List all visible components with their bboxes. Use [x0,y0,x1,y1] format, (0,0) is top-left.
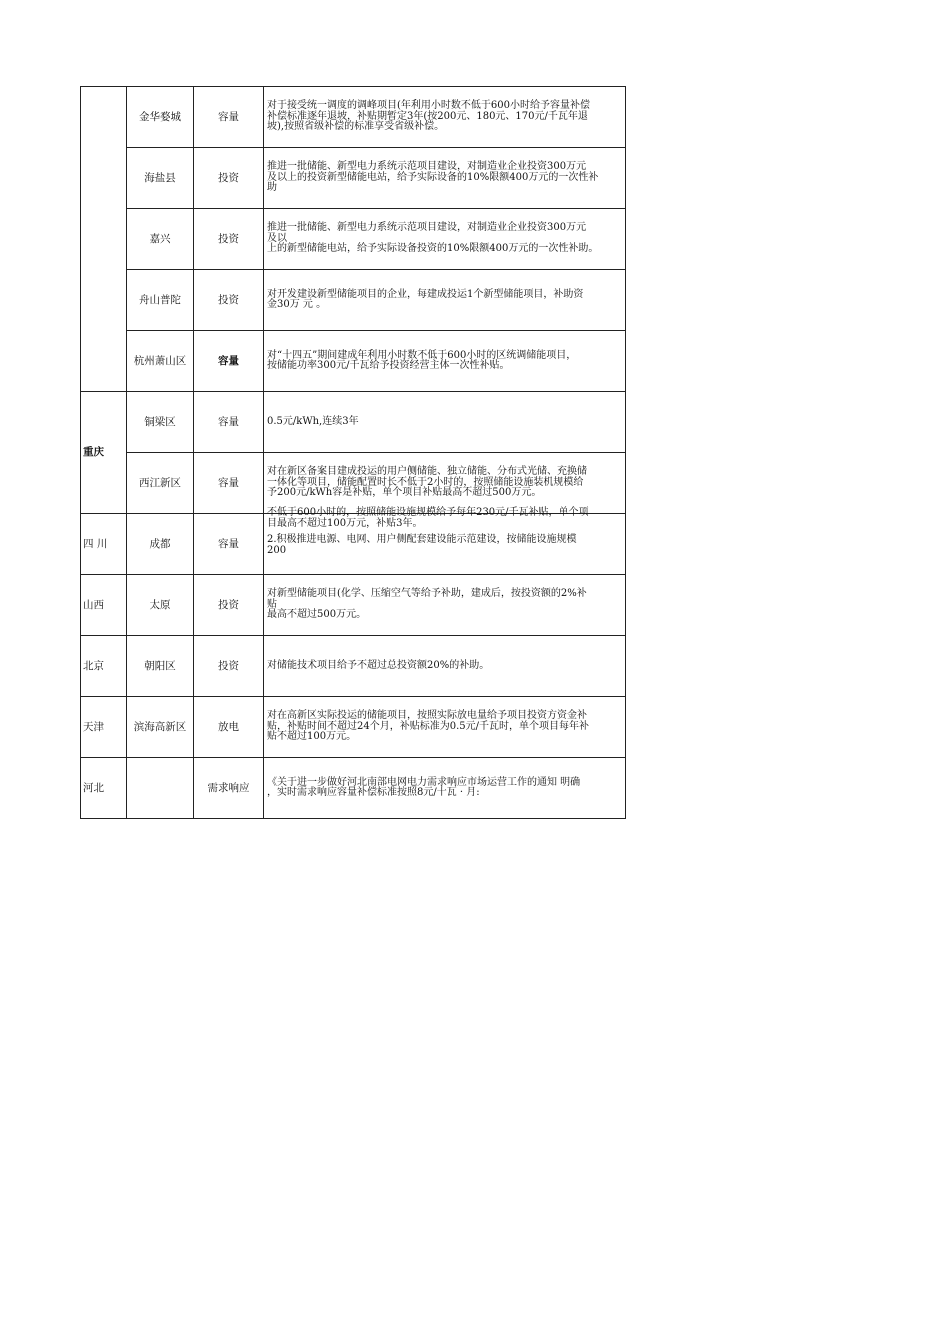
description-line: 坡),按照省级补偿的标准享受省级补偿。 [267,121,445,133]
city-cell: 海盐县 [127,148,194,209]
city-cell: 金华婺城 [127,87,194,148]
description-line: 推进一批储能、新型电力系统示范项目建设，对制造业企业投资300万元 [267,161,587,173]
type-cell: 需求响应 [194,758,264,819]
type-cell: 投资 [194,148,264,209]
description-line: 及以 [267,232,287,244]
description-cell [264,697,626,758]
description-line: 最高不超过500万元。 [267,609,367,621]
type-cell: 容量 [194,331,264,392]
city-cell: 滨海高新区 [127,697,194,758]
type-cell: 投资 [194,209,264,270]
type-cell: 容量 [194,392,264,453]
province-cell: 四 川 [81,514,127,575]
table-row [81,392,626,453]
type-cell: 容量 [194,453,264,514]
description-line: 对储能技术项目给予不超过总投资额20%的补助。 [267,659,490,671]
city-cell: 西江新区 [127,453,194,514]
table-row [81,758,626,819]
description-line: 对于接受统一调度的调峰项目(年利用小时数不低于600小时给予容量补偿 [267,100,590,112]
description-line: 2.积极推进电源、电网、用户侧配套建设能示范建设，按储能设施规模 [267,534,577,545]
province-cell: 北京 [81,636,127,697]
description-cell [264,209,626,270]
description-line: ，实时需求响应容量补偿标准按照8元/十瓦 · 月: [267,787,480,798]
clipped-text-area [264,507,625,574]
table-row [81,148,626,209]
type-cell: 投资 [194,575,264,636]
table-row [81,209,626,270]
table-row [81,87,626,148]
description-line: 对在高新区实际投运的储能项目，按照实际放电量给予项目投资方资金补 [267,710,587,722]
type-cell: 投资 [194,636,264,697]
table-row [81,331,626,392]
description-line: 及以上的投资新型储能电站，给予实际设备的10%限额400万元的一次性补 [267,171,599,183]
table-row [81,575,626,636]
description-line: 一体化等项目，储能配置时长不低于2小时的，按照储能设施装机规模给 [267,476,584,488]
city-cell [127,758,194,819]
description-line: 推进一批储能、新型电力系统示范项目建设，对制造业企业投资300万元 [267,222,587,234]
city-cell: 杭州萧山区 [127,331,194,392]
table-row [81,514,626,575]
description-line: 上的新型储能电站，给予实际设备投资的10%限额400万元的一次性补助。 [267,243,599,255]
city-cell: 铜梁区 [127,392,194,453]
table-row [81,453,626,514]
province-cell: 重庆 [81,392,127,514]
type-cell: 容量 [194,514,264,575]
description-line: 贴 [267,598,277,610]
description-line: 0.5元/kWh,连续3年 [267,415,359,427]
description-cell [264,148,626,209]
description-line: 助 [267,182,277,194]
city-cell: 舟山普陀 [127,270,194,331]
city-cell: 朝阳区 [127,636,194,697]
province-cell [81,87,127,392]
description-cell [264,270,626,331]
description-line: 《关于进一步做好河北南部电网电力需求响应市场运营工作的通知 明确 [267,776,581,788]
table-row [81,697,626,758]
table-row [81,636,626,697]
description-line: 贴，补贴时间不超过24个月，补贴标准为0.5元/千瓦时，单个项目每年补 [267,720,589,732]
table-row [81,270,626,331]
description-line: 贴不超过100万元。 [267,731,357,743]
province-cell: 天津 [81,697,127,758]
description-line: 不低于600小时的，按照储能设施规模给予每年230元/千瓦补贴，单个项 [267,507,589,518]
description-cell [264,87,626,148]
description-line: 对新型储能项目(化学、压缩空气等给予补助，建成后，按投资额的2%补 [267,588,587,600]
description-line: 对开发建设新型储能项目的企业，每建成投运1个新型储能项目，补助资 [267,288,584,300]
type-cell: 投资 [194,270,264,331]
type-cell: 放电 [194,697,264,758]
subsidy-table [80,86,626,819]
description-line: 对在新区备案目建成投运的用户侧储能、独立储能、分布式光储、充换储 [267,466,587,478]
description-line: 目最高不超过100万元，补贴3年。 [267,517,423,529]
city-cell: 太原 [127,575,194,636]
description-cell [264,575,626,636]
description-cell [264,758,626,819]
description-line: 200 [267,544,287,556]
province-cell: 河北 [81,758,127,819]
city-cell: 嘉兴 [127,209,194,270]
type-cell: 容量 [194,87,264,148]
description-cell [264,636,626,697]
description-cell [264,507,626,575]
city-cell: 成都 [127,514,194,575]
description-line: 对“十四五”期间建成年利用小时数不低于600小时的区统调储能项目， [267,349,577,361]
province-cell: 山西 [81,575,127,636]
description-line: 金30万 元 。 [267,299,327,310]
description-line: 予200元/kWh容是补贴，单个项目补贴最高不超过500万元。 [267,487,542,499]
description-cell [264,392,626,453]
description-line: 按储能功率300元/千瓦给予投资经营主体一次性补贴。 [267,360,510,371]
spreadsheet [80,86,626,819]
description-line: 补偿标准逐年退坡，补贴期暂定3年(按200元、180元、170元/千瓦年退 [267,110,588,122]
description-cell [264,331,626,392]
description-cell [264,453,626,514]
